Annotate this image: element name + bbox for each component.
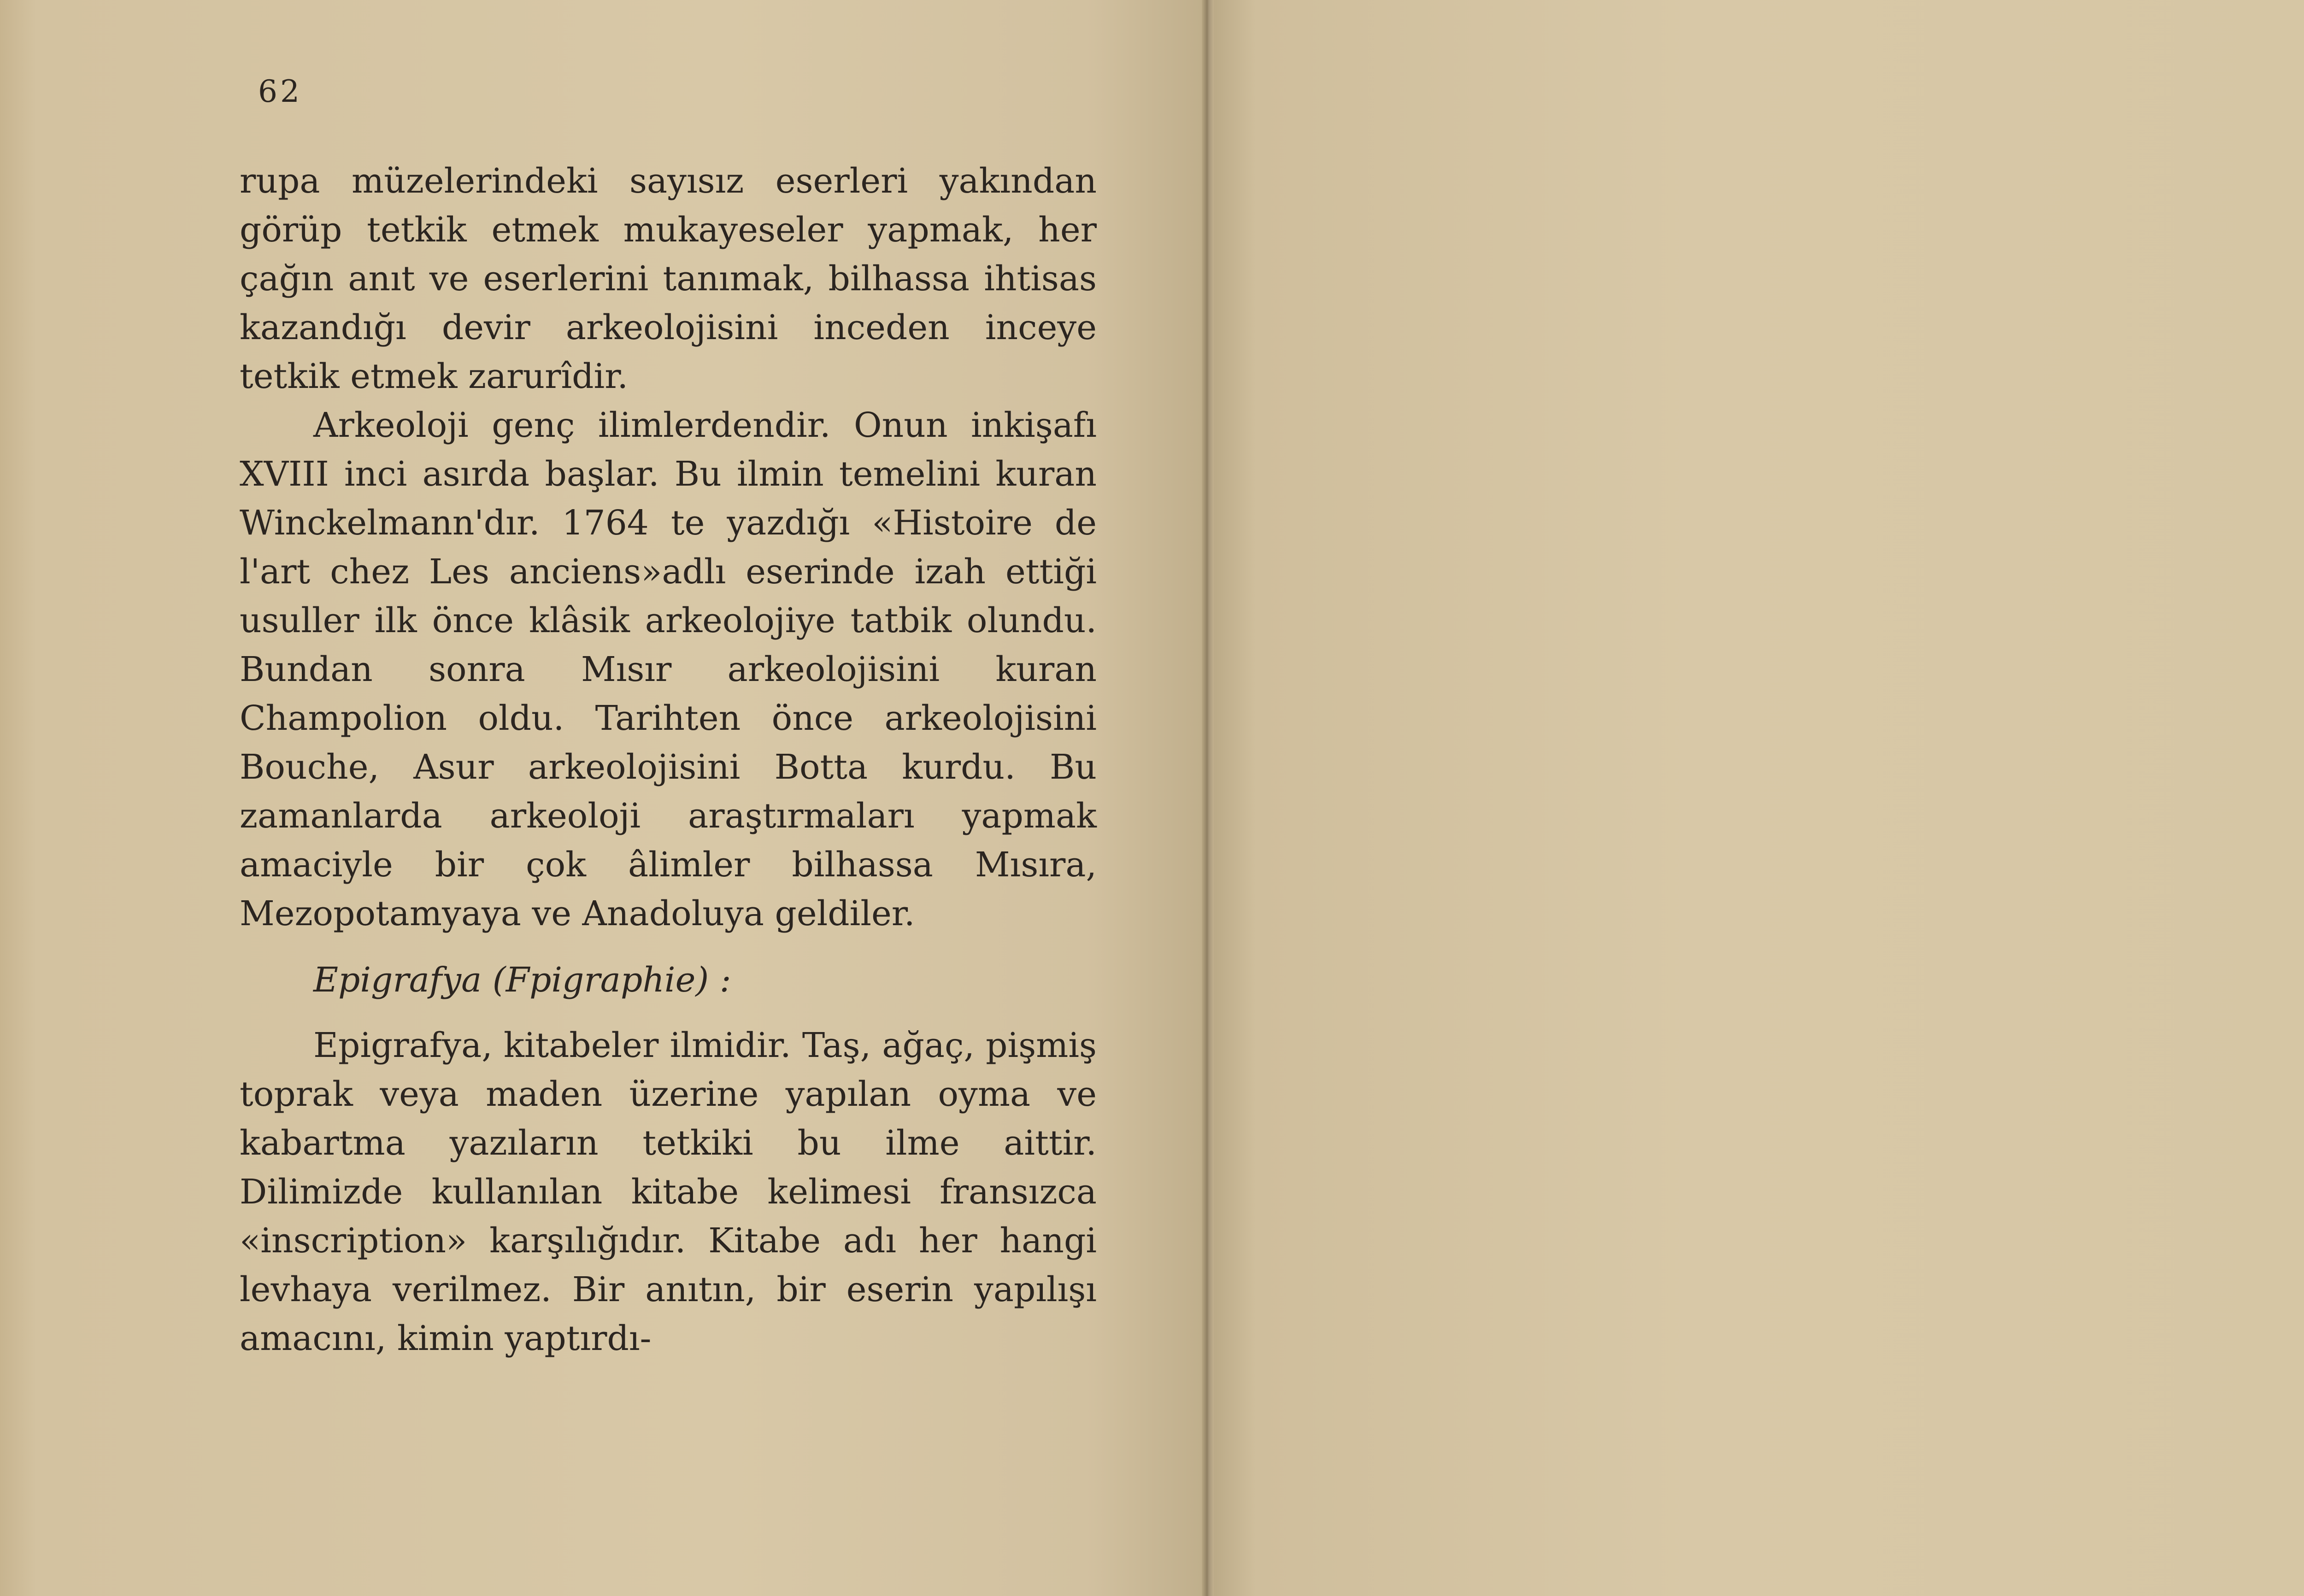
paragraph: Epigrafya, kitabeler ilmidir. Taş, ağaç, pişmiş toprak veya maden üzerine yapılan oyma ve kabartma yazıların tetkiki bu ilme aittir. Dilimizde kullanılan kitabe kelimesi fransızca «inscription» karşılığıdır. Kitabe adı her hangi levhaya verilmez. Bir anıtın, bir eserin yapılışı amacını, kimin yaptırdı-	[240, 1026, 1097, 1358]
section-heading: Epigrafya (Fpigraphie) :	[313, 960, 731, 1000]
left-page-text	[240, 157, 1097, 1363]
paragraph: rupa müzelerindeki sayısız eserleri yakından görüp tetkik etmek mukayeseler yapmak, her çağın anıt ve eserlerini tanımak, bilhassa ihtisas kazandığı devir arkeolojisini inceden inceye tetkik etmek zarurîdir.	[240, 161, 1097, 396]
paragraph: Arkeoloji genç ilimlerdendir. Onun inkişafı XVIII inci asırda başlar. Bu ilmin temelini kuran Winckelmann'dır. 1764 te yazdığı «Histoire de l'art chez Les anciens»adlı eserinde izah ettiği usuller ilk önce klâsik arkeolojiye tatbik olundu. Bundan sonra Mısır arkeolojisini kuran Champolion oldu. Tarihten önce arkeolojisini Bouche, Asur arkeolojisini Botta kurdu. Bu zamanlarda arkeoloji araştırmaları yapmak amaciyle bir çok âlimler bilhassa Mısıra, Mezopotamyaya ve Anadoluya geldiler.	[240, 405, 1097, 933]
book-gutter	[1202, 0, 1214, 1596]
right-page	[1207, 0, 2304, 1596]
page-number: 62	[258, 74, 302, 109]
